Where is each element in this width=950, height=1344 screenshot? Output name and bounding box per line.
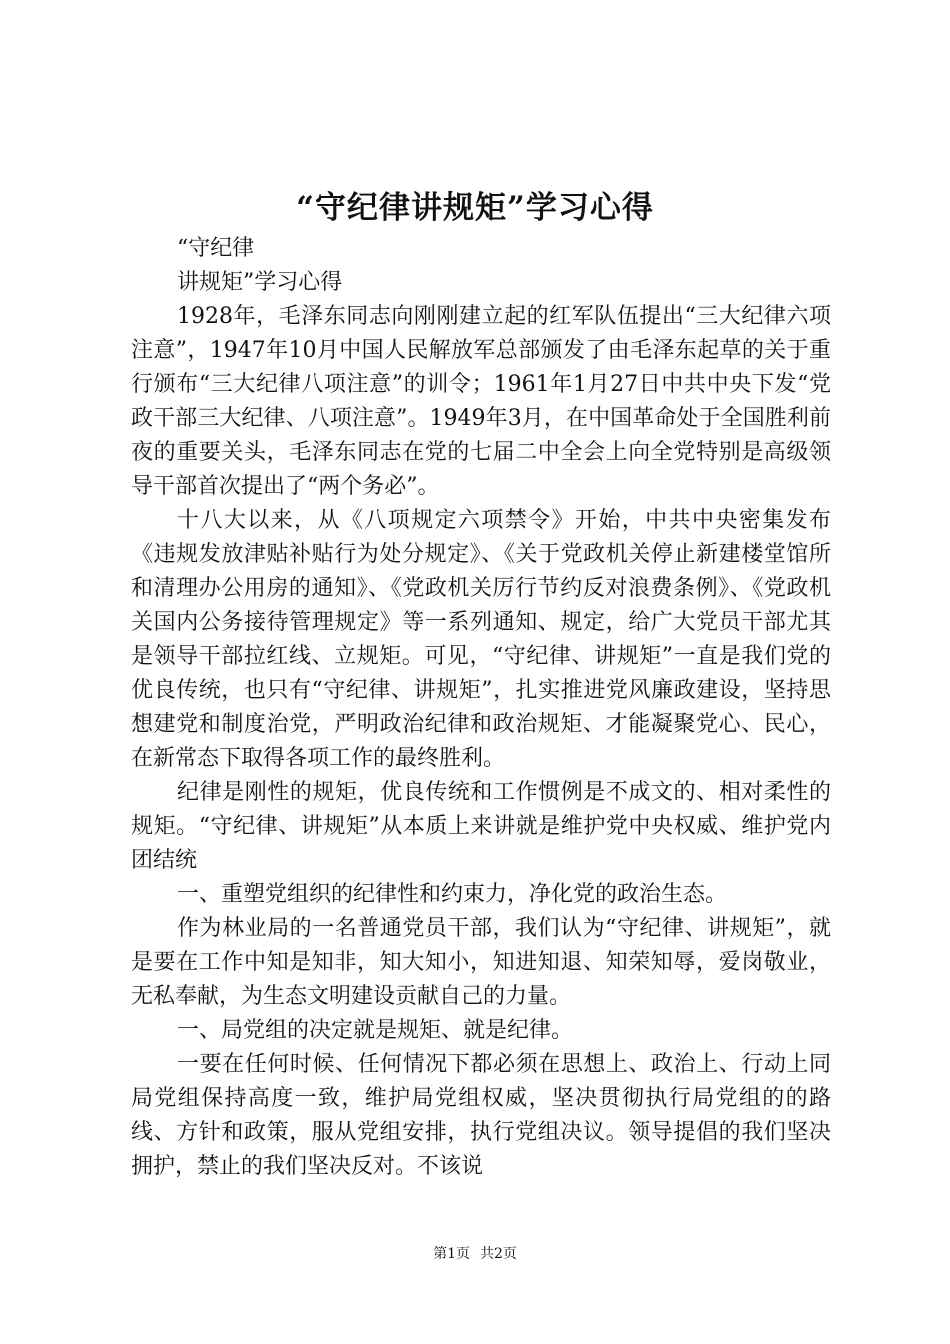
paragraph-7: 作为林业局的一名普通党员干部，我们认为“守纪律、讲规矩”，就是要在工作中知是知非，知大知小，知进知退、知荣知辱，爱岗敬业，无私奉献，为生态文明建设贡献自己的力量。 [131,916,831,1009]
paragraph-5: 纪律是刚性的规矩，优良传统和工作惯例是不成文的、相对柔性的规矩。“守纪律、讲规矩”从本质上来讲就是维护党中央权威、维护党内团结统 [131,780,831,873]
document-title: “守纪律讲规矩”学习心得 [296,190,654,226]
paragraph-3: 1928年，毛泽东同志向刚刚建立起的红军队伍提出“三大纪律六项注意”，1947年10月中国人民解放军总部颁发了由毛泽东起草的关于重行颁布“三大纪律八项注意”的训令；1961年1月27日中共中央下发“党政干部三大纪律、八项注意”。1949年3月，在中国革命处于全国胜利前夜的重要关头，毛泽东同志在党的七届二中全会上向全党特别是高级领导干部首次提出了“两个务必”。 [131,304,831,499]
page-total: 共2页 [480,1246,517,1262]
page-footer [0,1244,950,1264]
paragraph-1: “守纪律 [177,236,255,261]
paragraph-6: 一、重塑党组织的纪律性和约束力，净化党的政治生态。 [177,882,728,907]
paragraph-2: 讲规矩”学习心得 [177,270,343,295]
paragraph-8: 一、局党组的决定就是规矩、就是纪律。 [177,1018,574,1043]
paragraph-4: 十八大以来，从《八项规定六项禁令》开始，中共中央密集发布《违规发放津贴补贴行为处分规定》、《关于党政机关停止新建楼堂馆所和清理办公用房的通知》、《党政机关厉行节约反对浪费条例》、《党政机关国内公务接待管理规定》等一系列通知、规定，给广大党员干部尤其是领导干部拉红线、立规矩。可见，“守纪律、讲规矩”一直是我们党的优良传统，也只有“守纪律、讲规矩”，扎实推进党风廉政建设，坚持思想建党和制度治党，严明政治纪律和政治规矩、才能凝聚党心、民心，在新常态下取得各项工作的最终胜利。 [131,508,831,771]
document-body [131,232,831,1184]
paragraph-9: 一要在任何时候、任何情况下都必须在思想上、政治上、行动上同局党组保持高度一致，维护局党组权威，坚决贯彻执行局党组的的路线、方针和政策，服从党组安排，执行党组决议。领导提倡的我们坚决拥护，禁止的我们坚决反对。不该说 [131,1052,831,1179]
page-number: 第1页 [433,1246,470,1262]
